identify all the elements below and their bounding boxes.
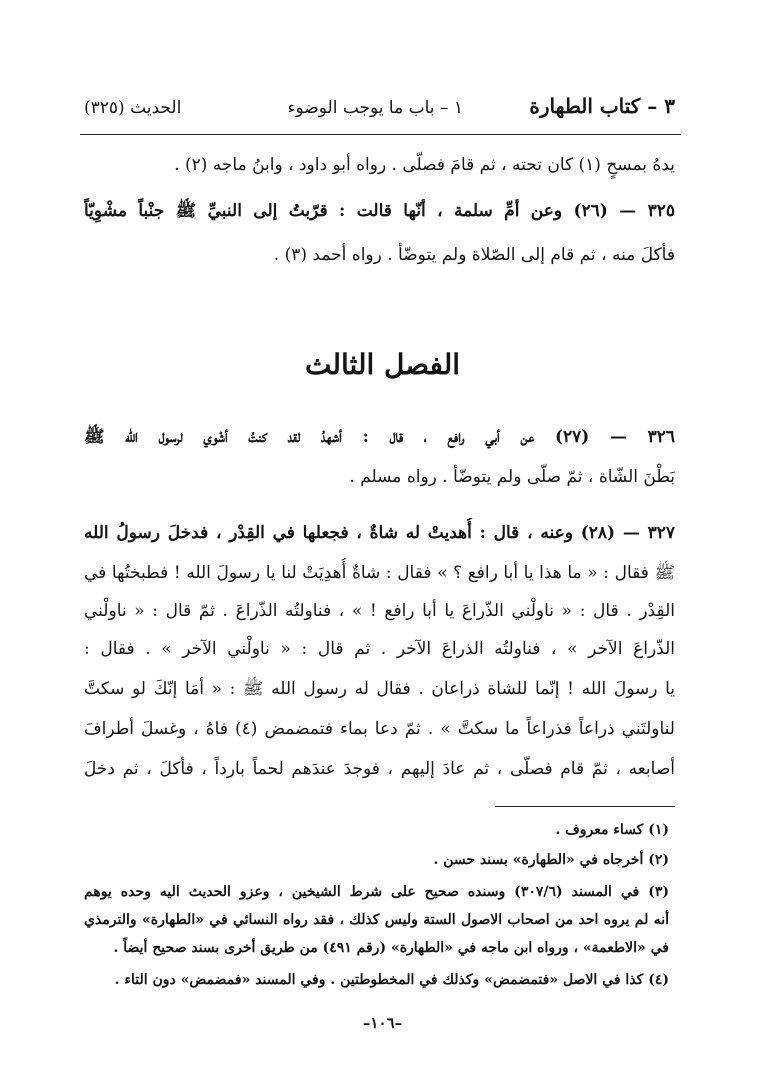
page-number: –١٠٦– bbox=[362, 1014, 403, 1032]
text-line: بَطْنَ الشّاة ، ثمّ صلّى ولم يتوضّأ . رواه مسلم . bbox=[349, 467, 675, 487]
header-rule bbox=[80, 134, 681, 135]
footnote-3-line: أنه لم يروه احد من اصحاب الاصول الستة وليس كذلك ، فقد رواه النسائي في «الطهارة» والترمذي bbox=[84, 912, 669, 928]
header-book-title: ٣ – كتاب الطهارة bbox=[529, 94, 675, 118]
footnote-3-line: في «الاطعمة» ، ورواه ابن ماجه في «الطهارة» (رقم ٤٩١) من طريق أخرى بسند صحيح أيضاً . bbox=[113, 940, 669, 956]
header-hadith-range: الحديث (٣٢٥) bbox=[84, 98, 182, 118]
footnote-4: (٤) كذا في الاصل «فتمضمض» وكذلك في المخطوطتين . وفي المسند «فمضمض» دون التاء . bbox=[114, 972, 669, 988]
text-line: الذّراعَ الآخر » ، فناولتُه الذراعَ الآخر . ثم قال : « ناولْني الآخر » . فقال : bbox=[84, 639, 675, 659]
footnote-3-line: (٣) في المسند (٣٠٧/٦) وسنده صحيح على شرط الشيخين ، وعزو الحديث اليه وحده يوهم bbox=[84, 884, 669, 900]
text-line: أصابعه ، ثمّ قام فصلّى ، ثم عادَ إليهم ، فوجدَ عندَهم لحماً بارداً ، فأكلَ ، ثم دخلَ bbox=[84, 759, 675, 779]
text-line: لناولتَني ذراعاً فذراعاً ما سكتَّ » . ثمّ دعا بماء فتمضمض (٤) فاهُ ، وغسلَ أطرافَ bbox=[84, 719, 675, 739]
text-line: القِدْر . قال : « ناولْني الذّراعَ يا أبا رافع ! » ، فناولتُه الذّراعَ . ثمّ قال : « ناولْني bbox=[84, 601, 675, 621]
hadith-327-line: ٣٢٧ — (٢٨) وعنه ، قال : أُهديتْ له شاةٌ ، فجعلها في القِدْر ، فدخلَ رسولُ الله bbox=[84, 523, 675, 543]
section-title: الفصل الثالث bbox=[304, 348, 461, 381]
hadith-326-line: ٣٢٦ — (٢٧) عن أبي رافع ، قال : أشهدُ لقد كنتُ أشْوي لرسول الله ﷺ bbox=[84, 427, 675, 447]
footnote-1: (١) كساء معروف . bbox=[555, 822, 669, 838]
text-line: ﷺ فقال : « ما هذا يا أبا رافع ؟ » فقال : شاةٌ أُهدِيَتْ لنا يا رسولَ الله ! فطبختُها في bbox=[84, 563, 675, 583]
running-header bbox=[84, 94, 675, 130]
text-line: فأكلَ منه ، ثم قام إلى الصّلاة ولم يتوضّأ . رواه أحمد (٣) . bbox=[273, 245, 675, 265]
header-chapter-title: ١ – باب ما يوجب الوضوء bbox=[287, 98, 463, 118]
footnote-2: (٢) أخرجاه في «الطهارة» بسند حسن . bbox=[433, 852, 669, 868]
hadith-325-line: ٣٢٥ — (٢٦) وعن أمِّ سلمة ، أنّها قالت : قرّبتُ إلى النبيِّ ﷺ جنْباً مشْوِيّاً bbox=[84, 201, 675, 221]
footnote-separator bbox=[495, 806, 675, 807]
text-line: يا رسولَ الله ! إنّما للشاة ذراعان . فقال له رسول الله ﷺ : « أمَا إنّكَ لو سكتَّ bbox=[84, 679, 675, 699]
text-line: يدهُ بمسحٍ (١) كان تحته ، ثم قامَ فصلّى . رواه أبو داود ، وابنُ ماجه (٢) . bbox=[174, 155, 675, 175]
